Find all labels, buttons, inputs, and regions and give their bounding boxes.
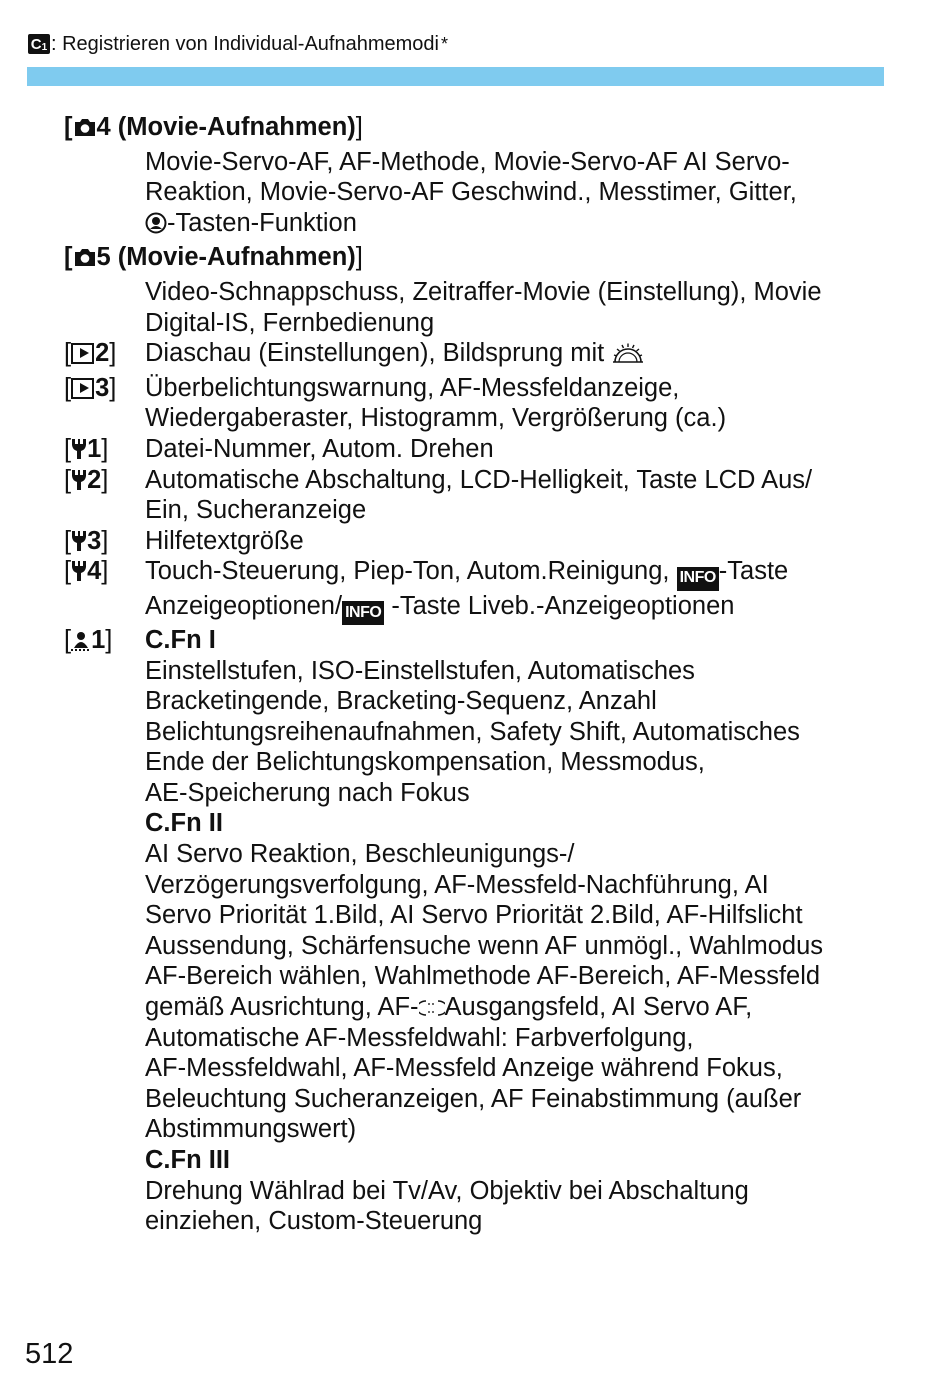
playback-2-row: [ 2] Diaschau (Einstellungen), Bildsprung mit — [64, 338, 884, 369]
setup-2-row: [ 2] Automatische Abschaltung, LCD-Helligkeit, Taste LCD Aus/ Ein, Sucheranzeige — [64, 465, 813, 525]
custom-functions-row: [ 1] C.Fn I Einstellstufen, ISO-Einstellstufen, Automatisches Bracketingende, Bracketing-Sequenz, Anzahl Belichtungsreihenaufnahmen, Safety Shift, Automatisches Ende der Belichtungskompensation, Messmodus, AE-Speicherung nach Fokus C.Fn II AI Servo Reaktion, Beschleunigungs-/ Verzögerungsverfolgung, AF-Messfeld-Nachführung, AI Servo Priorität 1.Bild, AI Servo Priorität 2.Bild, AF-Hilfslicht Aussendung, Schärfensuche wenn AF unmögl., Wahlmodus AF-Bereich wählen, Wahlmethode AF-Bereich, AF-Messfeld gemäß Ausrichtung, AF- Ausgangsfeld, AI Servo AF, Automatische AF-Messfeldwahl: Farbverfolgung, AF-Messfeldwahl, AF-Messfeld Anzeige während Fokus, Beleuchtung Sucheranzeigen, AF Feinabstimmung (außer Abstimmungswert) C.Fn III Drehung Wählrad bei Tv/Av, Objektiv bei Abschaltung einziehen, Custom-Steuerung — [64, 625, 884, 1237]
setup-1-row: [ 1] Datei-Nummer, Autom. Drehen — [64, 434, 494, 463]
page-header — [28, 30, 448, 58]
custom-functions-key: [ 1] — [64, 625, 113, 654]
setup-1-key: [ 1] — [64, 434, 109, 463]
cfn3-title: C.Fn III — [145, 1146, 230, 1174]
setup-2-key: [ 2] — [64, 465, 109, 494]
wrench-icon — [71, 560, 87, 582]
af-point-icon — [419, 998, 445, 1018]
cfn1-title: C.Fn I — [145, 625, 216, 654]
playback-3-key: [ 3] — [64, 373, 117, 402]
info-button-icon: INFO — [342, 601, 384, 625]
movie-shooting-4-items: Movie-Servo-AF, AF-Methode, Movie-Servo-AF AI Servo- Reaktion, Movie-Servo-AF Geschwind., Messtimer, Gitter, -Tasten-Funktion — [145, 147, 797, 237]
wrench-icon — [71, 530, 87, 552]
cfn2-title: C.Fn II — [145, 809, 223, 838]
setup-4-row: [ 4] Touch-Steuerung, Piep-Ton, Autom.Reinigung, INFO -Taste Anzeigeoptionen/ INFO -Taste Liveb.-Anzeigeoptionen — [64, 556, 884, 625]
header-star: * — [440, 34, 448, 54]
header-bar — [27, 67, 884, 86]
playback-3-row: [ 3] Überbelichtungswarnung, AF-Messfeldanzeige, Wiedergaberaster, Histogramm, Vergrößerung (ca.) — [64, 373, 727, 433]
setup-4-key: [ 4] — [64, 557, 109, 586]
header-title: : Registrieren von Individual-Aufnahmemodi — [51, 32, 439, 55]
movie-shooting-5-items: Video-Schnappschuss, Zeitraffer-Movie (Einstellung), Movie Digital-IS, Fernbedienung — [145, 277, 822, 337]
playback-icon — [71, 343, 94, 364]
setup-3-row: [ 3] Hilfetextgröße — [64, 526, 304, 555]
camera-icon — [73, 246, 97, 268]
wrench-icon — [71, 469, 87, 491]
movie-shooting-4-heading: [ 4 (Movie-Aufnahmen)] — [64, 113, 363, 141]
movie-shooting-5-heading: [ 5 (Movie-Aufnahmen)] — [64, 243, 363, 272]
page-number: 512 — [25, 1338, 74, 1370]
playback-icon — [71, 378, 94, 399]
main-dial-icon — [611, 340, 645, 364]
custom-mode-icon: C 1 — [28, 34, 50, 54]
info-button-icon: INFO — [677, 567, 719, 591]
wrench-icon — [71, 438, 87, 460]
setup-3-key: [ 3] — [64, 526, 109, 555]
magnify-eye-icon — [145, 212, 167, 234]
camera-icon — [73, 116, 97, 138]
settings-list — [64, 110, 884, 1237]
playback-2-key: [ 2] — [64, 339, 117, 368]
custom-function-icon — [71, 629, 91, 651]
